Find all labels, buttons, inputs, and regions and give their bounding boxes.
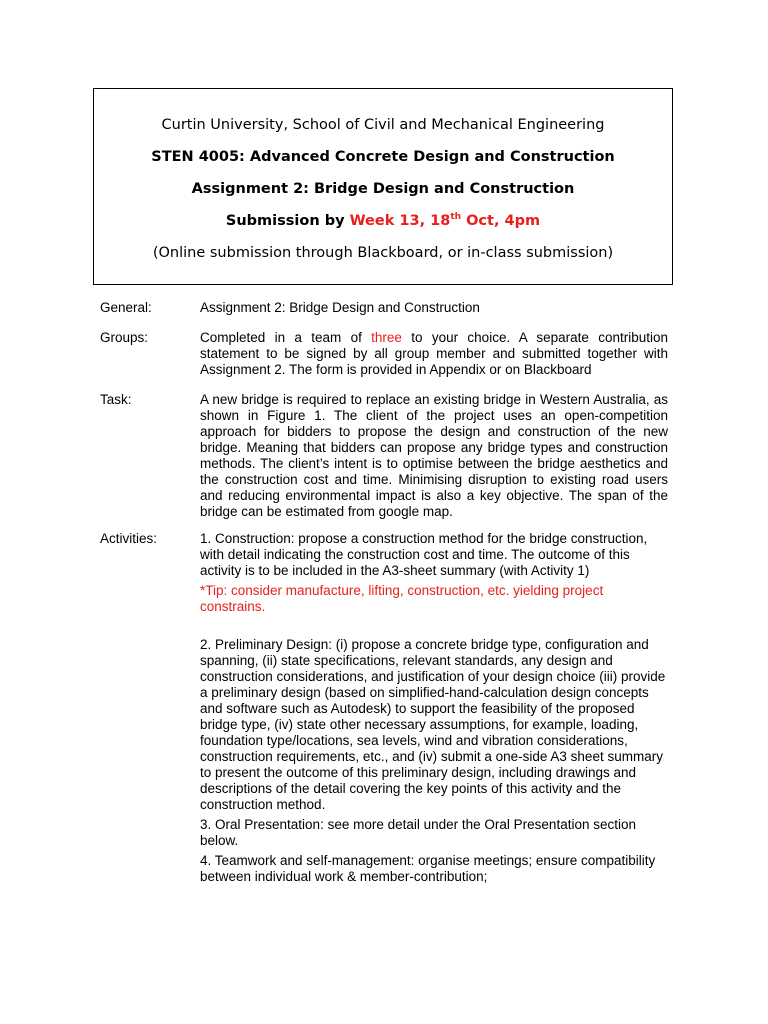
unit-title: STEN 4005: Advanced Concrete Design and Construction — [151, 149, 615, 165]
activity-preliminary-design: 2. Preliminary Design: (i) propose a concrete bridge type, configuration and spanning, (ii) state specifications, relevant standards, any design and construction considerations, and justification of your design choice (iii) provide a preliminary design (based on simplified-hand-calculation design concepts and software such as Autodesk) to support the feasibility of the proposed bridge type, (iv) state other necessary assumptions, for example, loading, foundation type/locations, sea levels, wind and vibration considerations, construction requirements, etc., and (iv) submit a one-side A3 sheet summary to present the outcome of this preliminary design, including drawings and descriptions of the detail covering the key points of this activity and the construction method. — [200, 637, 666, 812]
title-box — [93, 88, 673, 285]
activity-oral-presentation: 3. Oral Presentation: see more detail under the Oral Presentation section below. — [200, 817, 636, 848]
submission-line — [94, 212, 672, 230]
groups-text — [200, 330, 668, 378]
submission-note: (Online submission through Blackboard, or in-class submission) — [152, 245, 614, 261]
groups-label: Groups: — [100, 330, 149, 345]
activity-teamwork: 4. Teamwork and self-management: organise meetings; ensure compatibility between individual work & member-contribution; — [200, 853, 656, 884]
general-label: General: — [100, 300, 152, 315]
groups-text-before: Completed in a team of — [200, 330, 372, 345]
submission-sup: th — [450, 212, 462, 223]
activity-construction: 1. Construction: propose a construction method for the bridge construction, with detail indicating the construction cost and time. The outcome of this activity is to be included in the A3-sheet summary (with Activity 1) — [200, 531, 648, 578]
university-line: Curtin University, School of Civil and Mechanical Engineering — [161, 117, 605, 133]
activity-tip: *Tip: consider manufacture, lifting, construction, etc. yielding project constrains. — [200, 583, 604, 614]
groups-text-after: to your choice. A separate contribution statement to be signed by all group member and submitted together with Assignment 2. The form is provided in Appendix or on Blackboard — [200, 330, 668, 377]
activities-content — [200, 531, 668, 885]
assignment-title: Assignment 2: Bridge Design and Construction — [191, 181, 575, 197]
task-text: A new bridge is required to replace an existing bridge in Western Australia, as shown in Figure 1. The client of the project uses an open-competition approach for bidders to propose the design and construction of the new bridge. Meaning that bidders can propose any bridge types and construction methods. The client’s intent is to optimise between the bridge aesthetics and the construction cost and time. Minimising disruption to existing road users and reducing environmental impact is also a key objective. The span of the bridge can be estimated from google map. — [200, 392, 668, 519]
general-text: Assignment 2: Bridge Design and Construction — [200, 300, 480, 315]
submission-week: Week 13, 18 — [349, 213, 451, 229]
groups-highlight: three — [371, 330, 402, 345]
task-label: Task: — [100, 392, 132, 407]
activities-label: Activities: — [100, 531, 158, 546]
submission-prefix: Submission by — [225, 213, 350, 229]
submission-time: Oct, 4pm — [461, 213, 541, 229]
